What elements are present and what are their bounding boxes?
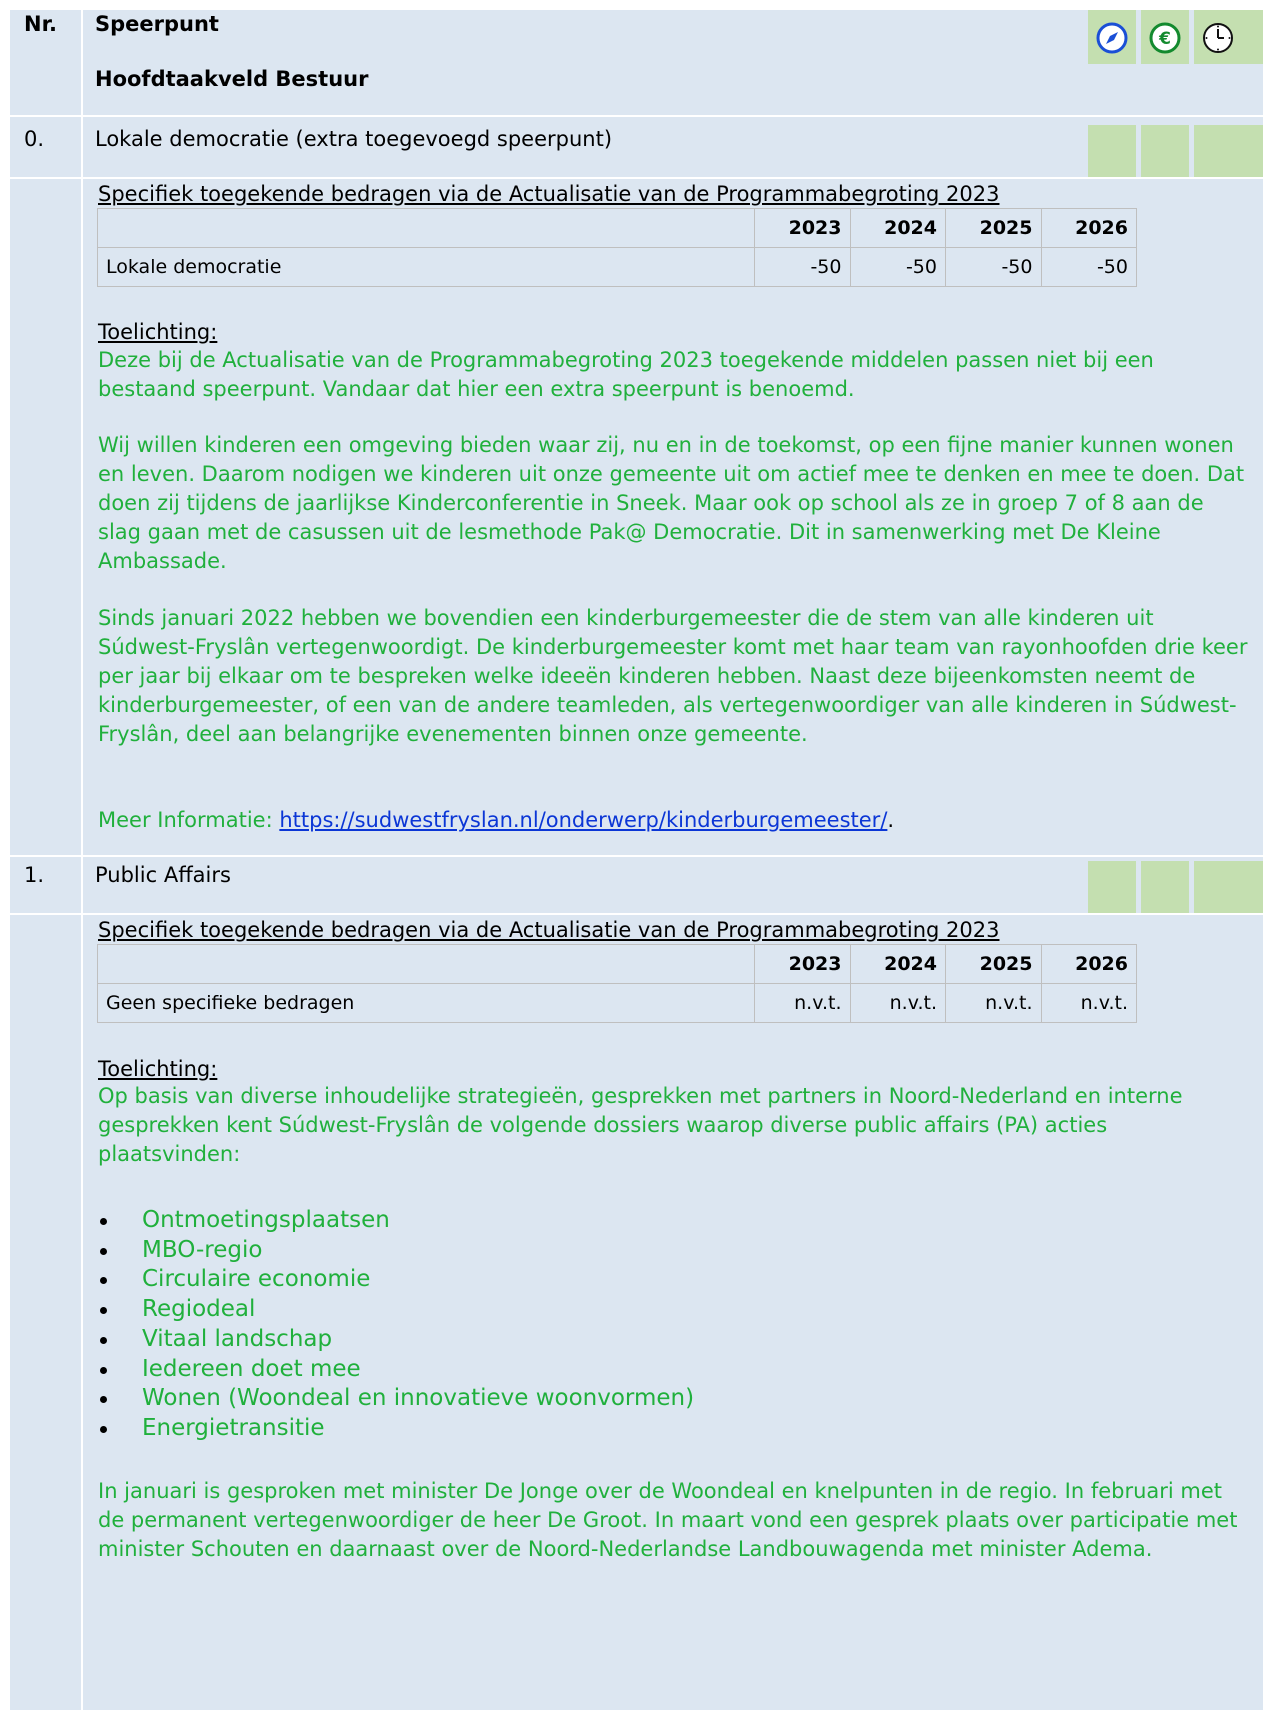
more-info-label: Meer Informatie: xyxy=(98,808,280,832)
table-row xyxy=(98,248,1137,287)
table-cell: -50 xyxy=(755,248,851,287)
paragraph: In januari is gesproken met minister De Jonge over de Woondeal en knelpunten in de regio. In februari met de permanent vertegenwoordiger de heer De Groot. In maart vond een gesprek plaats over participatie met minister Schouten en daarnaast over de Noord-Nederlandse Landbouwagenda met minister Adema. xyxy=(98,1479,1238,1561)
item-title: Public Affairs xyxy=(95,863,231,887)
table-header-cell: 2026 xyxy=(1041,209,1137,248)
item-nr: 0. xyxy=(24,127,45,151)
kinderburgemeester-link[interactable]: https://sudwestfryslan.nl/onderwerp/kinderburgemeester/ xyxy=(279,808,888,832)
status-cell-finance xyxy=(1141,861,1189,915)
list-item: Ontmoetingsplaatsen xyxy=(98,1206,694,1236)
table-header-cell xyxy=(98,209,755,248)
status-cell-time xyxy=(1194,125,1263,179)
dossier-list xyxy=(98,1206,694,1444)
svg-text:€: € xyxy=(1159,29,1171,49)
speerpunt-header: Speerpunt xyxy=(95,12,219,36)
list-item: Circulaire economie xyxy=(98,1265,694,1295)
list-item: Wonen (Woondeal en innovatieve woonvormen) xyxy=(98,1384,694,1414)
paragraph: Sinds januari 2022 hebben we bovendien een kinderburgemeester die de stem van alle kinderen uit Súdwest-Fryslân vertegenwoordigt. De kinderburgemeester komt met haar team van rayonhoofden drie keer per jaar bij elkaar om te bespreken welke ideeën kinderen hebben. Naast deze bijeenkomsten neemt de kinderburgemeester, of een van de andere teamleden, als vertegenwoordiger van alle kinderen in Súdwest-Fryslân, deel aan belangrijke evenementen binnen onze gemeente. xyxy=(98,606,1248,746)
row-divider xyxy=(10,177,1263,179)
table-header-cell: 2023 xyxy=(755,209,851,248)
table-header-cell: 2026 xyxy=(1041,945,1137,984)
status-cell-direction xyxy=(1088,125,1136,179)
table-cell: -50 xyxy=(1041,248,1137,287)
paragraph: Deze bij de Actualisatie van de Programmabegroting 2023 toegekende middelen passen niet bij een bestaand speerpunt. Vandaar dat hier een extra speerpunt is benoemd. xyxy=(98,348,1154,401)
column-separator xyxy=(81,10,83,1710)
more-info xyxy=(98,806,1248,835)
amounts-table xyxy=(97,208,1137,287)
table-cell: n.v.t. xyxy=(755,984,851,1023)
table-header-row xyxy=(98,945,1137,984)
nr-header: Nr. xyxy=(24,12,57,36)
table-cell: -50 xyxy=(946,248,1042,287)
table-header-cell: 2025 xyxy=(946,209,1042,248)
table-header-row xyxy=(98,209,1137,248)
table-row xyxy=(98,984,1137,1023)
domain-title: Hoofdtaakveld Bestuur xyxy=(95,67,369,91)
row-divider xyxy=(10,855,1263,857)
compass-icon xyxy=(1096,22,1128,54)
paragraph: Wij willen kinderen een omgeving bieden waar zij, nu en in de toekomst, op een fijne manier kunnen wonen en leven. Daarom nodigen we kinderen uit onze gemeente uit om actief mee te denken en mee te doen. Dat doen zij tijdens de jaarlijkse Kinderconferentie in Sneek. Maar ook op school als ze in groep 7 of 8 aan de slag gaan met de casussen uit de lesmethode Pak@ Democratie. Dit in samenwerking met De Kleine Ambassade. xyxy=(98,433,1245,573)
list-item: Vitaal landschap xyxy=(98,1325,694,1355)
table-header-cell: 2024 xyxy=(850,209,946,248)
more-info-end: . xyxy=(887,808,895,832)
table-header-cell: 2025 xyxy=(946,945,1042,984)
list-item: Regiodeal xyxy=(98,1295,694,1325)
table-header-cell: 2023 xyxy=(755,945,851,984)
document-page xyxy=(10,10,1263,1710)
section-heading: Specifiek toegekende bedragen via de Actualisatie van de Programmabegroting 2023 xyxy=(98,918,1000,942)
table-header-cell: 2024 xyxy=(850,945,946,984)
list-item: MBO-regio xyxy=(98,1236,694,1266)
table-cell: n.v.t. xyxy=(850,984,946,1023)
row-divider xyxy=(10,115,1263,117)
table-cell: Lokale democratie xyxy=(98,248,755,287)
list-item: Iedereen doet mee xyxy=(98,1355,694,1385)
row-divider xyxy=(10,913,1263,915)
section-heading: Specifiek toegekende bedragen via de Actualisatie van de Programmabegroting 2023 xyxy=(98,182,1000,206)
status-cells xyxy=(1088,861,1263,915)
paragraph: Op basis van diverse inhoudelijke strategieën, gesprekken met partners in Noord-Nederland en interne gesprekken kent Súdwest-Fryslân de volgende dossiers waarop diverse public affairs (PA) acties plaatsvinden: xyxy=(98,1084,1183,1166)
table-cell: n.v.t. xyxy=(946,984,1042,1023)
compass-icon-cell xyxy=(1088,10,1136,64)
table-cell: -50 xyxy=(850,248,946,287)
euro-icon-cell xyxy=(1141,10,1189,64)
item-nr: 1. xyxy=(24,863,45,887)
status-cell-time xyxy=(1194,861,1263,915)
table-cell: Geen specifieke bedragen xyxy=(98,984,755,1023)
amounts-table xyxy=(97,944,1137,1023)
toelichting-label: Toelichting: xyxy=(98,1057,218,1081)
table-cell: n.v.t. xyxy=(1041,984,1137,1023)
table-header-cell xyxy=(98,945,755,984)
toelichting-label: Toelichting: xyxy=(98,320,218,344)
clock-icon xyxy=(1202,22,1234,54)
status-cell-finance xyxy=(1141,125,1189,179)
clock-icon-cell xyxy=(1194,10,1263,64)
item-title: Lokale democratie (extra toegevoegd speerpunt) xyxy=(95,127,613,151)
status-cell-direction xyxy=(1088,861,1136,915)
status-cells xyxy=(1088,125,1263,179)
header-icons xyxy=(1088,10,1263,64)
list-item: Energietransitie xyxy=(98,1414,694,1444)
euro-icon xyxy=(1149,22,1181,54)
